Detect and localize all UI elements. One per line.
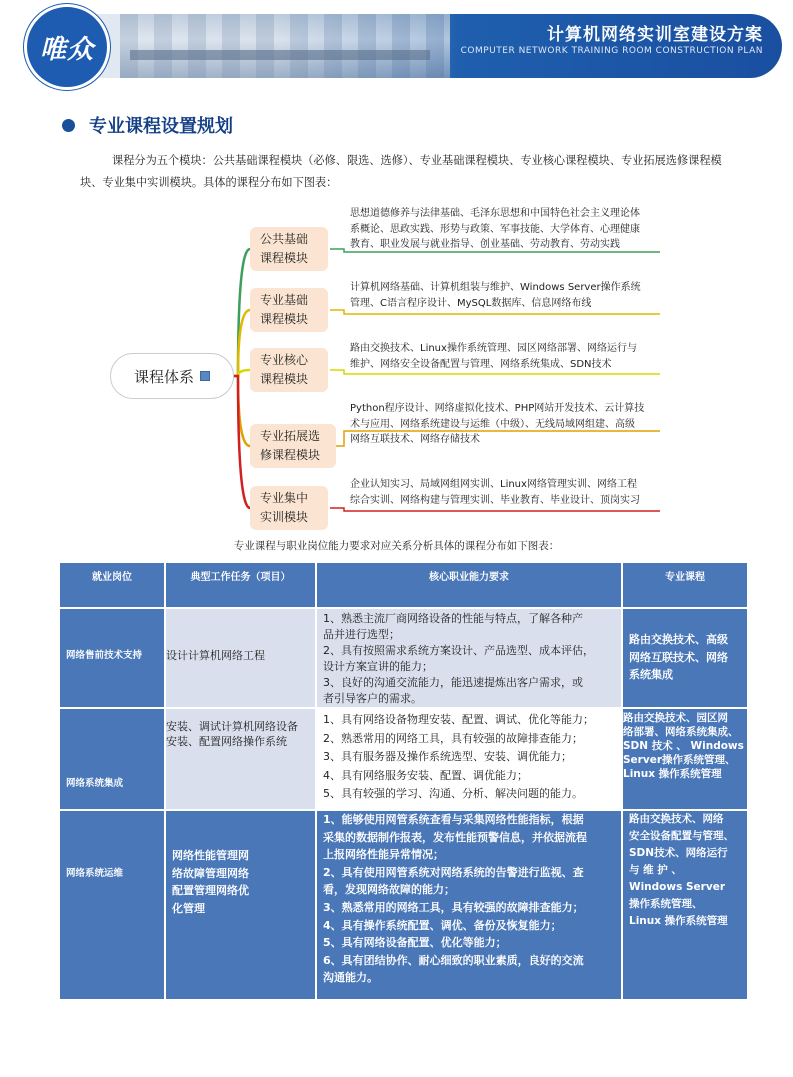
ability-line: 2、具有按照需求系统方案设计、产品选型、成本评估， [323, 644, 594, 657]
module-title-line: 课程模块 [260, 312, 309, 326]
course-line: 安全设备配置与管理、 [629, 830, 734, 842]
branch-connector [234, 376, 250, 508]
course-line: 综合实训、网络构建与管理实训、毕业教育、毕业设计、顶岗实习 [350, 494, 640, 506]
course-line: 术与应用、网络系统建设与运维（中级）、无线局域网组建、高级 [350, 418, 635, 430]
logo-text: 唯众 [39, 34, 94, 65]
task-line: 网络性能管理网 [172, 849, 249, 862]
table-cell-task [166, 811, 315, 999]
module-title-line: 专业基础 [260, 293, 309, 307]
table-cell-course [623, 609, 747, 707]
course-line: 与 维 护 、 [629, 864, 682, 876]
table-cell-task [166, 709, 315, 809]
branch-connector [234, 310, 250, 376]
header-banner [0, 0, 793, 100]
course-line: 操作系统管理、 [629, 898, 703, 910]
course-line: 系统集成 [629, 668, 673, 681]
course-line: 维护、网络安全设备配置与管理、网络系统集成、SDN技术 [350, 358, 612, 370]
ability-line: 1、具有网络设备物理安装、配置、调试、优化等能力； [323, 713, 594, 726]
table-cell-course [623, 709, 747, 809]
table-header-cell: 典型工作任务（项目） [166, 563, 315, 607]
module-courses [350, 401, 644, 448]
mindmap-root-label: 课程体系 [133, 367, 194, 386]
banner-training-room-image [120, 14, 450, 78]
course-ability-table [60, 563, 747, 999]
ability-line: 设计方案宣讲的能力； [323, 660, 433, 673]
ability-line: 5、具有网络设备配置、优化等能力； [323, 936, 507, 950]
ability-line: 者引导客户的需求。 [323, 692, 422, 705]
ability-line: 沟通能力。 [323, 971, 378, 985]
ability-line: 2、具有使用网管系统对网络系统的告警进行监视、查 [323, 865, 584, 879]
course-line: Python程序设计、网络虚拟化技术、PHP网站开发技术、云计算技 [350, 403, 645, 414]
course-line: Linux 操作系统管理 [623, 768, 722, 780]
ability-line: 1、熟悉主流厂商网络设备的性能与特点，了解各种产 [323, 612, 583, 625]
task-line: 安装、配置网络操作系统 [166, 735, 287, 748]
module-node [250, 424, 336, 468]
ability-line: 3、具有服务器及操作系统选型、安装、调优能力； [323, 750, 572, 763]
ability-line: 采集的数据制作报表，发布性能预警信息，并依据流程 [323, 830, 587, 844]
course-line: 思想道德修养与法律基础、毛泽东思想和中国特色社会主义理论体 [350, 208, 640, 219]
ability-line: 2、熟悉常用的网络工具，具有较强的故障排查能力； [323, 731, 583, 745]
table-cell-post: 网络售前技术支持 [60, 609, 164, 707]
banner-subtitle: COMPUTER NETWORK TRAINING ROOM CONSTRUCTION PLAN [460, 46, 763, 56]
task-line: 络故障管理网络 [172, 866, 249, 880]
ability-line: 上报网络性能异常情况； [323, 848, 444, 862]
banner-title: 计算机网络实训室建设方案 [547, 25, 763, 45]
course-line: 系概论、思政实践、形势与政策、军事技能、大学体育、心理健康 [350, 223, 640, 235]
branch-connector [234, 249, 250, 376]
company-logo [24, 4, 110, 90]
mindmap-root [110, 353, 234, 399]
course-line: 路由交换技术、高级 [629, 633, 728, 646]
table-cell-task [166, 609, 315, 707]
ability-line: 5、具有较强的学习、沟通、分析、解决问题的能力。 [323, 787, 583, 800]
course-line: Windows Server [629, 881, 725, 893]
ability-line: 看，发现网络故障的能力； [323, 883, 455, 897]
module-node [250, 348, 328, 392]
ability-line: 3、熟悉常用的网络工具，具有较强的故障排查能力； [323, 900, 584, 914]
section-heading [62, 112, 233, 138]
task-line: 设计计算机网络工程 [166, 649, 265, 662]
course-line: Server操作系统管理、 [623, 754, 736, 766]
ability-line: 6、具有团结协作、耐心细致的职业素质，良好的交流 [323, 953, 584, 967]
section-intro: 课程分为五个模块：公共基础课程模块（必修、限选、选修）、专业基础课程模块、专业核心课程模块、专业拓展选修课程模块、专业集中实训模块。具体的课程分布如下图表： [80, 154, 722, 189]
task-line: 化管理 [172, 901, 205, 915]
section-title: 专业课程设置规划 [89, 116, 233, 137]
module-courses [350, 341, 637, 372]
branch-connector [234, 376, 250, 446]
table-cell-ability [317, 709, 621, 809]
table-cell-post: 网络系统集成 [60, 709, 164, 809]
module-node [250, 486, 328, 530]
task-line: 安装、调试计算机网络设备 [166, 720, 298, 733]
course-line: 管理、C语言程序设计、MySQL数据库、信息网络布线 [350, 297, 592, 309]
course-line: 网络互联技术、网络存储技术 [350, 434, 480, 445]
bullet-dot-icon [62, 119, 75, 132]
course-line: 网络互联技术、网络 [629, 650, 728, 664]
table-caption: 专业课程与职业岗位能力要求对应关系分析具体的课程分布如下图表： [233, 540, 560, 552]
module-courses [350, 280, 641, 311]
table-cell-ability [317, 811, 621, 999]
module-title-line: 课程模块 [260, 251, 309, 265]
table-header-cell: 专业课程 [623, 563, 747, 607]
course-line: 企业认知实习、局域网组网实训、Linux网络管理实训、网络工程 [350, 479, 637, 490]
table-header-cell: 就业岗位 [60, 563, 164, 607]
module-courses [350, 477, 640, 508]
module-title-line: 修课程模块 [260, 448, 321, 462]
course-underline [330, 508, 660, 511]
course-line: Linux 操作系统管理 [629, 915, 728, 927]
module-title-line: 专业拓展选 [260, 429, 321, 443]
banner-desk-shape [130, 50, 430, 60]
module-title-line: 专业核心 [260, 353, 309, 367]
course-mindmap [100, 200, 680, 535]
table-header-cell: 核心职业能力要求 [317, 563, 621, 607]
module-courses [350, 206, 640, 253]
course-line: 络部署、网络系统集成、 [623, 726, 739, 738]
module-title-line: 课程模块 [260, 372, 309, 386]
ability-line: 3、良好的沟通交流能力，能迅速提炼出客户需求，或 [323, 676, 583, 689]
module-node [250, 227, 328, 271]
module-node [250, 288, 328, 332]
course-line: 路由交换技术、网络 [629, 813, 724, 825]
table-cell-post: 网络系统运维 [60, 811, 164, 999]
ability-line: 4、具有网络服务安装、配置、调优能力； [323, 768, 528, 782]
ability-line: 1、能够使用网管系统查看与采集网络性能指标，根据 [323, 813, 584, 826]
ability-line: 品并进行选型； [323, 628, 400, 641]
module-title-line: 实训模块 [260, 510, 309, 524]
module-title-line: 公共基础 [260, 232, 309, 246]
course-line: 路由交换技术、园区网 [623, 712, 728, 724]
module-title-line: 专业集中 [260, 491, 309, 505]
course-line: 教育、职业发展与就业指导、创业基础、劳动教育、劳动实践 [350, 239, 620, 250]
ability-line: 4、具有操作系统配置、调优、备份及恢复能力； [323, 918, 562, 932]
course-line: SDN技术、网络运行 [629, 847, 728, 859]
course-line: 计算机网络基础、计算机组装与维护、Windows Server操作系统 [350, 282, 641, 293]
table-cell-course [623, 811, 747, 999]
course-line: 路由交换技术、Linux操作系统管理、园区网络部署、网络运行与 [350, 343, 637, 354]
note-icon [200, 371, 210, 381]
task-line: 配置管理网络优 [172, 884, 249, 897]
table-cell-ability [317, 609, 621, 707]
course-line: SDN 技术 、 Windows [623, 740, 744, 752]
